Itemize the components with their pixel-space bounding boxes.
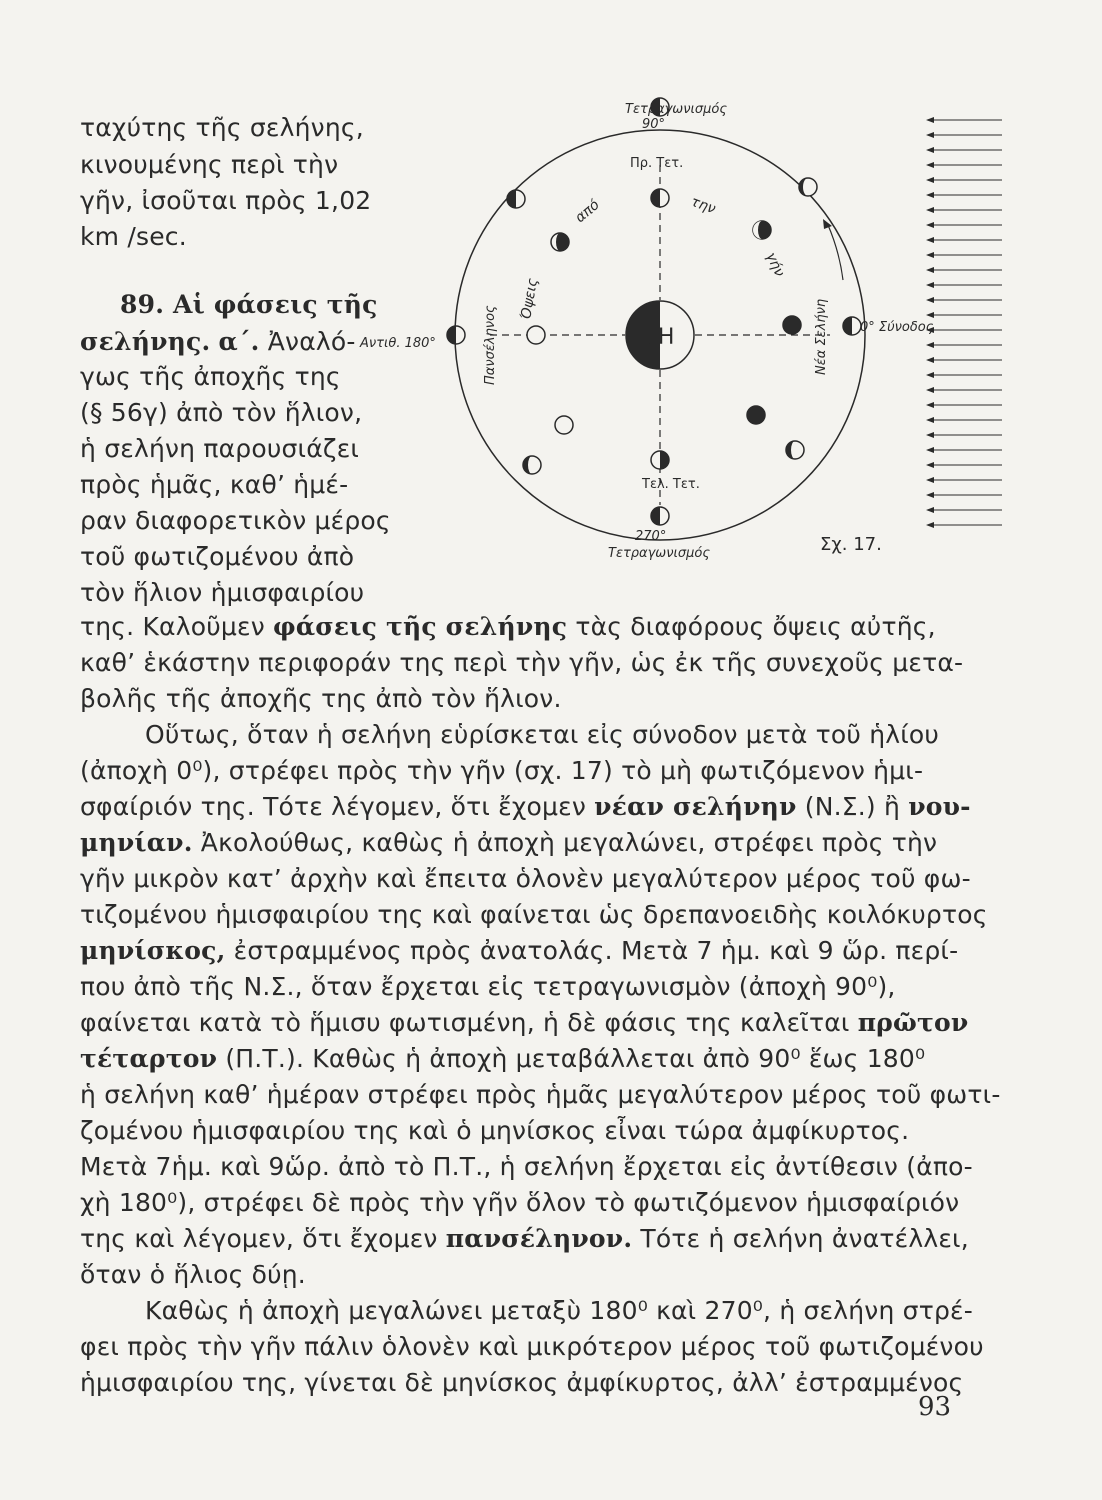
label-opposition: Αντιθ. 180°	[360, 336, 436, 351]
sun-ray-arrowhead-icon	[926, 237, 934, 243]
lunar-phases-figure	[360, 95, 1040, 570]
moon-phase-new-icon	[783, 316, 801, 334]
moon-phase-full-icon	[527, 326, 545, 344]
moon-phase-waning-gibbous-icon	[555, 416, 573, 434]
moon-right-icon	[843, 317, 861, 335]
moon-left-icon	[447, 326, 465, 344]
text-line: ἡ σελήνη παρουσιάζει	[80, 434, 360, 463]
arc-word: την	[688, 193, 718, 218]
text-line: βολῆς τῆς ἀποχῆς της ἀπὸ τὸν ἥλιον.	[80, 684, 562, 713]
sun-ray-arrowhead-icon	[926, 477, 934, 483]
text-line	[80, 327, 356, 357]
sun-ray-arrowhead-icon	[926, 177, 934, 183]
text-line: γως τῆς ἀποχῆς της	[80, 362, 341, 391]
section-title-cont: σελήνης.	[80, 327, 211, 356]
text-line: Καθὼς ἡ ἀποχὴ μεγαλώνει μεταξὺ 180⁰ καὶ 270⁰, ἡ σελήνη στρέ-	[145, 1296, 973, 1325]
term-bold: πρῶτον	[857, 1008, 969, 1037]
text-line: ραν διαφορετικὸν μέρος	[80, 506, 391, 535]
text-line: ἡμισφαιρίου της, γίνεται δὲ μηνίσκος ἀμφίκυρτος, ἀλλ’ ἐστραμμένος	[80, 1368, 964, 1397]
sun-ray-arrowhead-icon	[926, 222, 934, 228]
sun-ray-arrowhead-icon	[926, 312, 934, 318]
orbit-direction-arrow	[828, 225, 843, 280]
term-bold: νου-	[908, 792, 971, 821]
arc-word: γήν	[762, 249, 788, 280]
text-line: χὴ 180⁰), στρέφει δὲ πρὸς τὴν γῆν ὅλον τὸ φωτιζόμενον ἡμισφαίριόν	[80, 1188, 960, 1217]
text-fragment: σφαίριόν της. Τότε λέγομεν, ὅτι ἔχομεν	[80, 792, 587, 821]
sun-ray-arrowhead-icon	[926, 417, 934, 423]
text-line	[80, 1224, 969, 1254]
text-line	[80, 828, 937, 858]
text-line: Οὕτως, ὅταν ἡ σελήνη εὑρίσκεται εἰς σύνοδον μετὰ τοῦ ἡλίου	[145, 720, 940, 749]
sun-ray-arrowhead-icon	[926, 492, 934, 498]
text-line: κινουμένης περὶ τὴν	[80, 150, 339, 179]
sun-ray-arrowhead-icon	[926, 432, 934, 438]
text-line: (§ 56γ) ἀπὸ τὸν ἥλιον,	[80, 398, 363, 427]
label-top-degrees: 90°	[642, 117, 666, 132]
term-bold: μηνίσκος,	[80, 936, 226, 965]
text-line	[80, 792, 971, 822]
text-line	[80, 1008, 968, 1038]
text-line: που ἀπὸ τῆς Ν.Σ., ὅταν ἔρχεται εἰς τετραγωνισμὸν (ἀποχὴ 90⁰),	[80, 972, 896, 1001]
text-fragment: Τότε ἡ σελήνη ἀνατέλλει,	[640, 1224, 969, 1253]
text-line: γῆν, ἰσοῦται πρὸς 1,02	[80, 186, 372, 215]
text-line	[80, 936, 958, 966]
label-bottom-degrees: 270°	[635, 529, 667, 544]
text-fragment: ἐστραμμένος πρὸς ἀνατολάς. Μετὰ 7 ἡμ. καὶ 9 ὥρ. περί-	[233, 936, 959, 965]
moon-phase-gibbous-icon	[551, 233, 569, 251]
label-first-quarter: Πρ. Τετ.	[630, 156, 684, 171]
label-top-quadrature: Τετραγωνισμός	[625, 102, 727, 117]
sun-ray-arrowhead-icon	[926, 342, 934, 348]
sun-ray-arrowhead-icon	[926, 507, 934, 513]
text-fragment: της. Καλοῦμεν	[80, 612, 265, 641]
text-line: φει πρὸς τὴν γῆν πάλιν ὁλονὲν καὶ μικρότερον μέρος τοῦ φωτιζομένου	[80, 1332, 984, 1361]
label-bottom-quadrature: Τετραγωνισμός	[608, 546, 710, 561]
text-line: ταχύτης τῆς σελήνης,	[80, 113, 364, 142]
sun-ray-arrowhead-icon	[926, 402, 934, 408]
sun-ray-arrowhead-icon	[926, 192, 934, 198]
text-fragment: (Ν.Σ.) ἢ	[804, 792, 901, 821]
moon-lower-right-icon	[786, 441, 804, 459]
text-line: τὸν ἥλιον ἡμισφαιρίου	[80, 578, 365, 607]
sun-ray-arrowhead-icon	[926, 372, 934, 378]
text-line: γῆν μικρὸν κατ’ ἀρχὴν καὶ ἔπειτα ὁλονὲν μεγαλύτερον μέρος τοῦ φω-	[80, 864, 971, 893]
moon-lower-left-icon	[523, 456, 541, 474]
term-bold: μηνίαν.	[80, 828, 193, 857]
section-heading	[120, 290, 378, 320]
text-line: ἡ σελήνη καθ’ ἡμέραν στρέφει πρὸς ἡμᾶς μεγαλύτερον μέρος τοῦ φωτι-	[80, 1080, 1001, 1109]
text-line: Μετὰ 7ἡμ. καὶ 9ὥρ. ἀπὸ τὸ Π.Τ., ἡ σελήνη ἔρχεται εἰς ἀντίθεσιν (ἀπο-	[80, 1152, 973, 1181]
text-fragment: Ἀκολούθως, καθὼς ἡ ἀποχὴ μεγαλώνει, στρέφει πρὸς τὴν	[200, 828, 938, 857]
term-bold: νέαν σελήνην	[594, 792, 797, 821]
label-new-moon: Νέα Σελήνη	[814, 298, 829, 375]
sun-rays	[926, 117, 1002, 528]
moon-upper-right-icon	[799, 178, 817, 196]
section-title: Αἱ φάσεις τῆς	[173, 290, 378, 319]
sun-ray-arrowhead-icon	[926, 387, 934, 393]
text-line: τιζομένου ἡμισφαιρίου της καὶ φαίνεται ὡς δρεπανοειδὴς κοιλόκυρτος	[80, 900, 988, 929]
moon-upper-left-icon	[507, 190, 525, 208]
sun-ray-arrowhead-icon	[926, 447, 934, 453]
text-line	[80, 612, 936, 642]
text-line: (ἀποχὴ 0⁰), στρέφει πρὸς τὴν γῆν (σχ. 17) τὸ μὴ φωτιζόμενον ἡμι-	[80, 756, 924, 785]
text-line: km /sec.	[80, 222, 187, 251]
moon-phase-waning-crescent-icon	[747, 406, 765, 424]
sun-ray-arrowhead-icon	[926, 252, 934, 258]
sun-ray-arrowhead-icon	[926, 267, 934, 273]
label-full-moon: Πανσέληνος	[483, 305, 498, 385]
term-bold: τέταρτον	[80, 1044, 218, 1073]
term-bold: πανσέληνον.	[445, 1224, 633, 1253]
page-number: 93	[918, 1392, 952, 1422]
text-line: καθ’ ἑκάστην περιφοράν της περὶ τὴν γῆν, ὡς ἐκ τῆς συνεχοῦς μετα-	[80, 648, 964, 677]
sun-ray-arrowhead-icon	[926, 117, 934, 123]
text-fragment: Ἀναλό-	[267, 327, 356, 356]
figure-caption: Σχ. 17.	[820, 534, 882, 555]
text-fragment: τὰς διαφόρους ὄψεις αὐτῆς,	[575, 612, 936, 641]
text-fragment: φαίνεται κατὰ τὸ ἥμισυ φωτισμένη, ἡ δὲ φάσις της καλεῖται	[80, 1008, 850, 1037]
subsection-marker: α΄.	[218, 327, 260, 356]
sun-ray-arrowhead-icon	[926, 282, 934, 288]
sun-ray-arrowhead-icon	[926, 132, 934, 138]
text-line: ὅταν ὁ ἥλιος δύῃ.	[80, 1260, 306, 1289]
text-line: πρὸς ἡμᾶς, καθ’ ἡμέ-	[80, 470, 349, 499]
arc-word: από	[572, 196, 603, 227]
text-line	[80, 1044, 925, 1074]
sun-ray-arrowhead-icon	[926, 297, 934, 303]
sun-ray-arrowhead-icon	[926, 147, 934, 153]
moon-bottom-icon	[651, 507, 669, 525]
sun-ray-arrowhead-icon	[926, 162, 934, 168]
text-fragment: της καὶ λέγομεν, ὅτι ἔχομεν	[80, 1224, 438, 1253]
text-line: ζομένου ἡμισφαιρίου της καὶ ὁ μηνίσκος εἶναι τώρα ἀμφίκυρτος.	[80, 1116, 910, 1145]
earth-label: ΓΗ	[645, 325, 675, 350]
moon-phase-crescent-icon	[753, 221, 771, 239]
moon-phase-last-quarter-icon	[651, 451, 669, 469]
sun-ray-arrowhead-icon	[926, 357, 934, 363]
sun-ray-arrowhead-icon	[926, 462, 934, 468]
sun-ray-arrowhead-icon	[926, 207, 934, 213]
section-number: 89.	[120, 290, 165, 319]
arc-word: Όψεις	[518, 277, 542, 321]
text-fragment: (Π.Τ.). Καθὼς ἡ ἀποχὴ μεταβάλλεται ἀπὸ 90⁰ ἕως 180⁰	[225, 1044, 926, 1073]
term-bold: φάσεις τῆς σελήνης	[273, 612, 568, 641]
label-conjunction: 0° Σύνοδος	[860, 320, 934, 335]
label-last-quarter: Τελ. Τετ.	[642, 477, 700, 492]
moon-phase-first-quarter-icon	[651, 189, 669, 207]
text-line: τοῦ φωτιζομένου ἀπὸ	[80, 542, 355, 571]
sun-ray-arrowhead-icon	[926, 522, 934, 528]
